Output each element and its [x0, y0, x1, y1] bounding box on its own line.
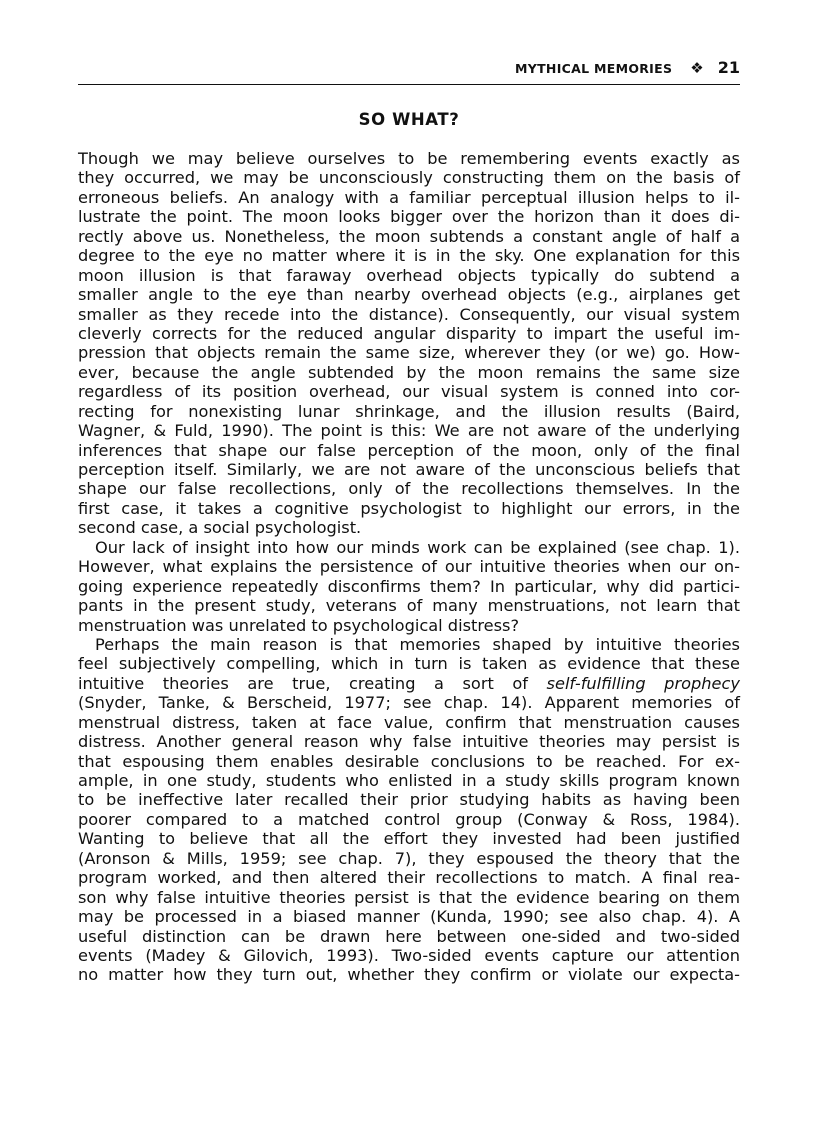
paragraph-3: [78, 635, 740, 985]
text-line: pants in the present study, veterans of many menstruations, not learn that: [78, 596, 740, 616]
text-line: (Snyder, Tanke, & Berscheid, 1977; see chap. 14). Apparent memories of: [78, 693, 740, 713]
text-line: events (Madey & Gilovich, 1993). Two-sided events capture our attention: [78, 945, 740, 965]
text-line: poorer compared to a matched control group (Conway & Ross, 1984).: [78, 809, 740, 829]
text-line: lustrate the point. The moon looks bigger over the horizon than it does di-: [78, 207, 740, 227]
text-line: shape our false recollections, only of the recollections themselves. In the: [78, 479, 740, 499]
text-line: [78, 674, 740, 693]
text-line: regardless of its position overhead, our visual system is conned into cor-: [78, 382, 740, 402]
text-line: to be ineffective later recalled their prior studying habits as having been: [78, 790, 740, 810]
text-line: second case, a social psychologist.: [78, 518, 362, 538]
text-line: may be processed in a biased manner (Kunda, 1990; see also chap. 4). A: [78, 907, 740, 927]
text-line: inferences that shape our false perception of the moon, only of the final: [78, 440, 740, 460]
text-line: recting for nonexisting lunar shrinkage, and the illusion results (Baird,: [78, 401, 740, 421]
running-head-title: MYTHICAL MEMORIES: [515, 61, 673, 76]
text-line: cleverly corrects for the reduced angular disparity to impart the useful im-: [78, 323, 740, 343]
text-line: Wanting to believe that all the effort they invested had been justified: [78, 829, 740, 849]
text-line: going experience repeatedly disconfirms them? In particular, why did partici-: [78, 576, 740, 596]
text-line: erroneous beliefs. An analogy with a familiar perceptual illusion helps to il-: [78, 187, 740, 207]
text-line: that espousing them enables desirable conclusions to be reached. For ex-: [78, 751, 740, 771]
text-line: no matter how they turn out, whether they confirm or violate our expecta-: [78, 965, 740, 985]
text-line: first case, it takes a cognitive psychologist to highlight our errors, in the: [78, 498, 740, 518]
paragraph-2: [78, 538, 740, 635]
text-line: useful distinction can be drawn here between one-sided and two-sided: [78, 926, 740, 946]
text-line: son why false intuitive theories persist is that the evidence bearing on them: [78, 887, 740, 907]
text-line: perception itself. Similarly, we are not aware of the unconscious beliefs that: [78, 460, 740, 479]
text-line: However, what explains the persistence of our intuitive theories when our on-: [78, 557, 740, 577]
text-line: they occurred, we may be unconsciously constructing them on the basis of: [78, 168, 740, 188]
emphasized-term: self-fulfilling prophecy: [546, 673, 740, 693]
text-line: (Aronson & Mills, 1959; see chap. 7), they espoused the theory that the: [78, 848, 740, 868]
section-title: SO WHAT?: [358, 110, 460, 129]
text-line: pression that objects remain the same size, wherever they (or we) go. How-: [78, 343, 740, 363]
body-text: [78, 149, 740, 985]
text-line: menstrual distress, taken at face value, confirm that menstruation causes: [78, 712, 740, 732]
text-line: ample, in one study, students who enlisted in a study skills program known: [78, 771, 740, 790]
page-number: 21: [717, 58, 740, 77]
text-line: smaller angle to the eye than nearby overhead objects (e.g., airplanes get: [78, 285, 740, 305]
text-line: feel subjectively compelling, which in turn is taken as evidence that these: [78, 654, 740, 674]
text-line: Wagner, & Fuld, 1990). The point is this: We are not aware of the underlying: [78, 421, 740, 441]
text-line: ever, because the angle subtended by the moon remains the same size: [78, 362, 740, 382]
ornament-diamond-icon: ❖: [690, 59, 704, 77]
text-line: Perhaps the main reason is that memories shaped by intuitive theories: [95, 634, 740, 654]
text-line: smaller as they recede into the distance). Consequently, our visual system: [78, 304, 740, 324]
header-rule: [78, 84, 740, 85]
text-line: Though we may believe ourselves to be remembering events exactly as: [78, 149, 740, 168]
text-line: menstruation was unrelated to psychological distress?: [78, 615, 520, 635]
running-header: [78, 58, 740, 77]
text-line: moon illusion is that faraway overhead objects typically do subtend a: [78, 265, 740, 285]
text-line: program worked, and then altered their recollections to match. A final rea-: [78, 868, 740, 888]
text-line: rectly above us. Nonetheless, the moon subtends a constant angle of half a: [78, 226, 740, 246]
text-line: degree to the eye no matter where it is in the sky. One explanation for this: [78, 246, 740, 266]
text-run: intuitive theories are true, creating a sort of: [78, 673, 528, 693]
text-line: distress. Another general reason why false intuitive theories may persist is: [78, 732, 740, 752]
paragraph-1: [78, 149, 740, 538]
text-line: Our lack of insight into how our minds work can be explained (see chap. 1).: [95, 537, 740, 557]
